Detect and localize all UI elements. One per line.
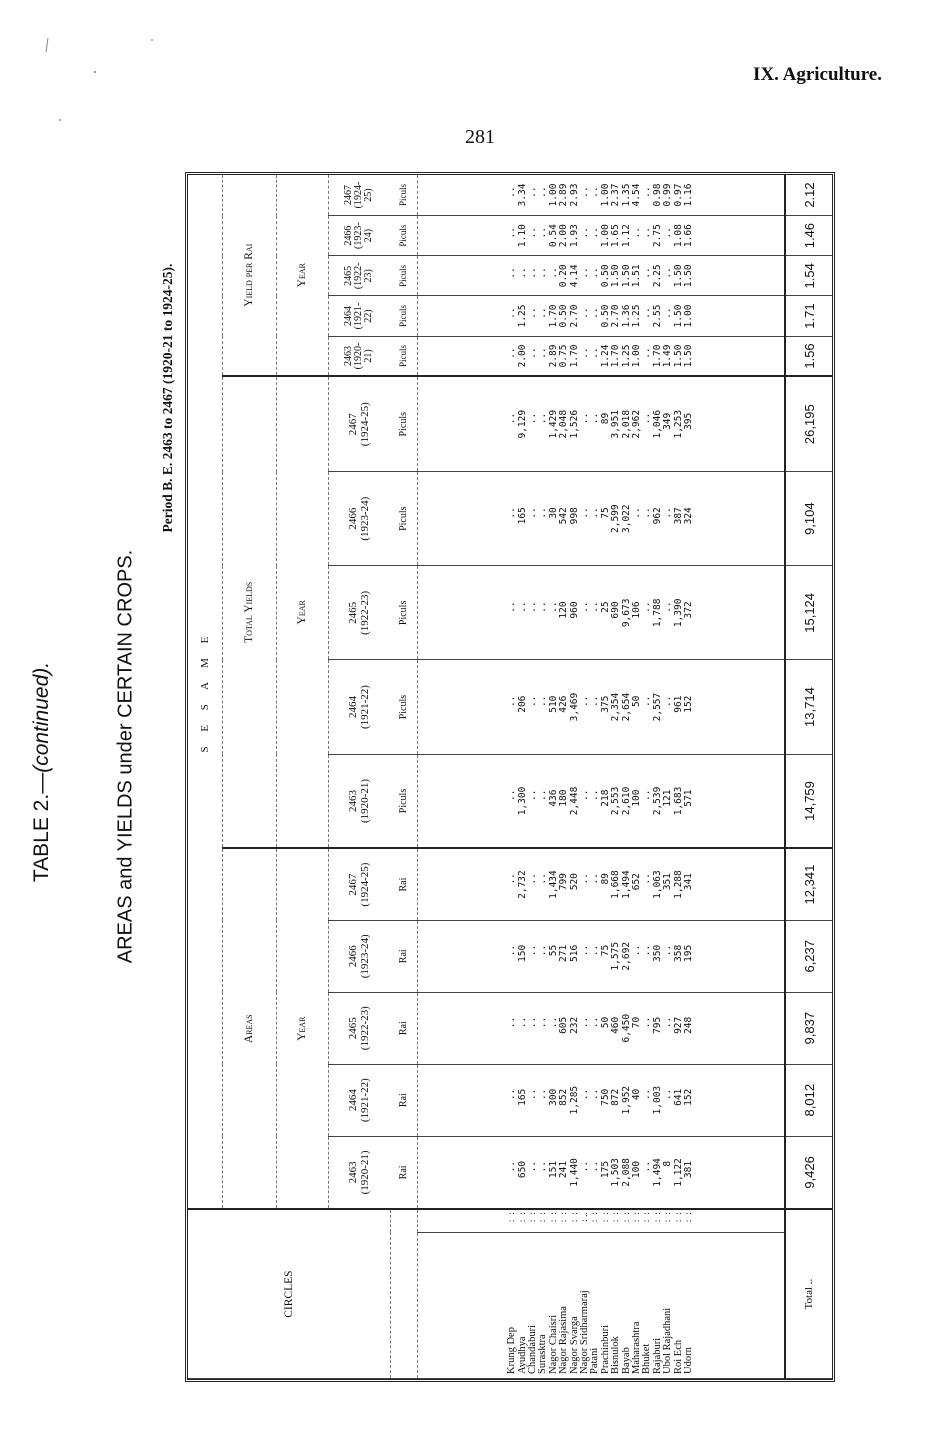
page-number: 281 bbox=[465, 126, 495, 148]
circle-name: Nagor Chaisri bbox=[547, 1314, 559, 1374]
data-table bbox=[188, 175, 832, 1379]
unit-cell: Rai bbox=[390, 1064, 417, 1136]
total-cell: 1.71 bbox=[785, 296, 832, 336]
units-row bbox=[390, 175, 417, 1379]
total-label: Total .. bbox=[785, 1209, 832, 1378]
year-cell: 2465 (1922- 23) bbox=[328, 256, 390, 296]
circle-name: Roi Ech bbox=[672, 1339, 684, 1374]
unit-cell: Piculs bbox=[390, 216, 417, 256]
crop-header-row bbox=[188, 175, 222, 1379]
per-rai-2467-values: .. 3.34 .. .. 1.00 2.89 2.93 .. .. 1.00 2.37 1.35 4.54 .. 0.98 0.99 0.97 1.16 bbox=[417, 175, 785, 216]
circle-name: Nagor Sridharmaraj bbox=[578, 1290, 590, 1374]
total-cell: 1.54 bbox=[785, 256, 832, 296]
yields-2466-values: .. 165 .. .. 30 542 998 .. .. 75 2,599 3,022 .. .. 962 .. 387 324 bbox=[417, 472, 785, 566]
per-rai-group-header: Yield per Rai bbox=[222, 175, 276, 376]
areas-year-header: Year bbox=[276, 848, 328, 1209]
yields-2465-values: .. .. .. .. .. 120 960 .. .. 25 690 9,673 106 .. 1,788 .. 1,390 372 bbox=[417, 566, 785, 660]
circles-list bbox=[417, 1232, 785, 1378]
circle-name: Chandaburi bbox=[526, 1325, 538, 1374]
unit-cell: Piculs bbox=[390, 175, 417, 216]
circle-name: Rajaburi bbox=[651, 1337, 663, 1374]
total-cell: 1.46 bbox=[785, 216, 832, 256]
total-cell: 9,426 bbox=[785, 1136, 832, 1209]
yields-2463-values: .. 1,300 .. .. 436 180 2,448 .. .. 218 2,553 2,610 100 .. 2,539 121 1,683 571 bbox=[417, 754, 785, 848]
unit-cell: Piculs bbox=[390, 472, 417, 566]
unit-cell: Piculs bbox=[390, 754, 417, 848]
total-row bbox=[785, 175, 832, 1379]
year-cell: 2466 (1923- 24) bbox=[328, 216, 390, 256]
yields-year-header: Year bbox=[276, 376, 328, 848]
yields-2467-values: .. 9,129 .. .. 1,429 2,048 1,526 .. .. 89 3,951 2,018 2,962 .. 1,046 349 1,253 395 bbox=[417, 376, 785, 471]
circle-name: Nagor Svarga bbox=[568, 1316, 580, 1374]
circles-header: CIRCLES bbox=[188, 1209, 390, 1378]
areas-2465-values: .. .. .. .. .. 605 232 .. .. 50 460 6,450 70 .. 795 .. 927 248 bbox=[417, 992, 785, 1064]
units-blank bbox=[390, 1209, 417, 1378]
total-cell: 14,759 bbox=[785, 754, 832, 848]
sesame-table bbox=[185, 172, 835, 1382]
circle-name: Nagor Rajasima bbox=[558, 1306, 570, 1374]
per-rai-2463-values: .. 2.00 .. .. 2.89 0.75 1.70 .. .. 1.24 1.70 1.25 1.00 .. 1.70 1.49 1.50 1.50 bbox=[417, 336, 785, 376]
year-cell: 2463 (1920- 21) bbox=[328, 336, 390, 376]
leader-dots: : : : : : : : : : : : : : : : .. : : : : : : : : : : : : : : : : : : : : bbox=[417, 1209, 785, 1232]
unit-cell: Piculs bbox=[390, 296, 417, 336]
table-main-title: AREAS and YIELDS under CERTAIN CROPS. bbox=[114, 549, 137, 964]
areas-2467-values: .. 2,732 .. .. 1,434 799 520 .. .. 89 1,668 1,494 652 .. 1,063 351 1,288 341 bbox=[417, 848, 785, 920]
circle-name: Krung Dep bbox=[506, 1327, 518, 1374]
total-cell: 9,837 bbox=[785, 992, 832, 1064]
areas-2463-values: .. 650 .. .. 151 241 1,440 .. .. 175 1,503 2,088 100 .. 1,494 8 1,122 381 bbox=[417, 1136, 785, 1209]
year-cell: 2465 (1922-23) bbox=[328, 992, 390, 1064]
areas-2464-values: .. 165 .. .. 300 852 1,285 .. .. 750 872 1,952 40 .. 1,003 .. 641 152 bbox=[417, 1064, 785, 1136]
unit-cell: Rai bbox=[390, 992, 417, 1064]
yields-2464-values: .. 206 .. .. 510 426 3,469 .. .. 375 2,354 2,654 50 .. 2,557 .. 961 152 bbox=[417, 660, 785, 754]
areas-2466-values: .. 150 .. .. 55 271 516 .. .. 75 1,575 2,692 .. .. 350 .. 358 195 bbox=[417, 920, 785, 992]
circle-name: Bhuket bbox=[641, 1343, 653, 1374]
year-cell: 2467 (1924-25) bbox=[328, 848, 390, 920]
per-rai-2465-values: .. .. .. .. .. 0.20 4.14 .. .. 0.50 1.50 1.50 1.51 .. 2.25 .. 1.50 1.50 bbox=[417, 256, 785, 296]
year-cell: 2463 (1920-21) bbox=[328, 1136, 390, 1209]
total-cell: 15,124 bbox=[785, 566, 832, 660]
circle-name: Maharashtra bbox=[630, 1321, 642, 1374]
total-cell: 9,104 bbox=[785, 472, 832, 566]
circle-name: Surasktra bbox=[537, 1334, 549, 1374]
areas-group-header: Areas bbox=[222, 848, 276, 1209]
year-cell: 2463 (1920-21) bbox=[328, 754, 390, 848]
crop-name: S E S A M E bbox=[188, 175, 222, 1209]
total-cell: 13,714 bbox=[785, 660, 832, 754]
years-row bbox=[328, 175, 390, 1379]
total-cell: 8,012 bbox=[785, 1064, 832, 1136]
table-number: TABLE 2. bbox=[30, 793, 53, 883]
per-rai-2466-values: .. 1.10 .. .. 0.54 2.00 1.93 .. .. 1.00 1.65 1.12 .. .. 2.75 .. 1.08 1.66 bbox=[417, 216, 785, 256]
paper-specks bbox=[0, 0, 950, 200]
year-cell: 2466 (1923-24) bbox=[328, 920, 390, 992]
year-cell: 2465 (1922-23) bbox=[328, 566, 390, 660]
year-cell: 2467 (1924- 25) bbox=[328, 175, 390, 216]
circle-name: Patani bbox=[589, 1347, 601, 1374]
period-subtitle: Period B. E. 2463 to 2467 (1920-21 to 1924-25). bbox=[160, 263, 175, 533]
year-cell: 2464 (1921-22) bbox=[328, 1064, 390, 1136]
per-rai-year-header: Year bbox=[276, 175, 328, 376]
unit-cell: Piculs bbox=[390, 336, 417, 376]
total-cell: 2.12 bbox=[785, 175, 832, 216]
circle-name: Ubol Rajadhani bbox=[662, 1307, 674, 1374]
year-cell: 2466 (1923-24) bbox=[328, 472, 390, 566]
year-header-row bbox=[276, 175, 328, 1379]
unit-cell: Rai bbox=[390, 1136, 417, 1209]
circle-name: Ayudhya bbox=[516, 1336, 528, 1374]
unit-cell: Piculs bbox=[390, 256, 417, 296]
unit-cell: Piculs bbox=[390, 376, 417, 471]
unit-cell: Rai bbox=[390, 920, 417, 992]
circle-name: Bisnulok bbox=[610, 1336, 622, 1374]
rotated-table-container bbox=[185, 172, 835, 1382]
circle-name: Bayab bbox=[620, 1347, 632, 1374]
total-cell: 26,195 bbox=[785, 376, 832, 471]
section-heading: IX. Agriculture. bbox=[753, 64, 882, 85]
per-rai-2464-values: .. 1.25 .. .. 1.70 0.50 2.70 .. .. 0.50 2.70 1.36 1.25 .. 2.55 .. 1.50 1.00 bbox=[417, 296, 785, 336]
year-cell: 2464 (1921-22) bbox=[328, 660, 390, 754]
unit-cell: Piculs bbox=[390, 660, 417, 754]
circle-name: Udorn bbox=[683, 1347, 694, 1374]
year-cell: 2464 (1921- 22) bbox=[328, 296, 390, 336]
data-row bbox=[417, 175, 785, 1379]
group-header-row bbox=[222, 175, 276, 1379]
year-cell: 2467 (1924-25) bbox=[328, 376, 390, 471]
unit-cell: Piculs bbox=[390, 566, 417, 660]
total-cell: 6,237 bbox=[785, 920, 832, 992]
continued-label: —(continued). bbox=[30, 661, 53, 794]
unit-cell: Rai bbox=[390, 848, 417, 920]
total-cell: 12,341 bbox=[785, 848, 832, 920]
yields-group-header: Total Yields bbox=[222, 376, 276, 848]
total-cell: 1.56 bbox=[785, 336, 832, 376]
table-number-title bbox=[30, 552, 54, 992]
circle-name: Prachinburi bbox=[599, 1325, 611, 1374]
